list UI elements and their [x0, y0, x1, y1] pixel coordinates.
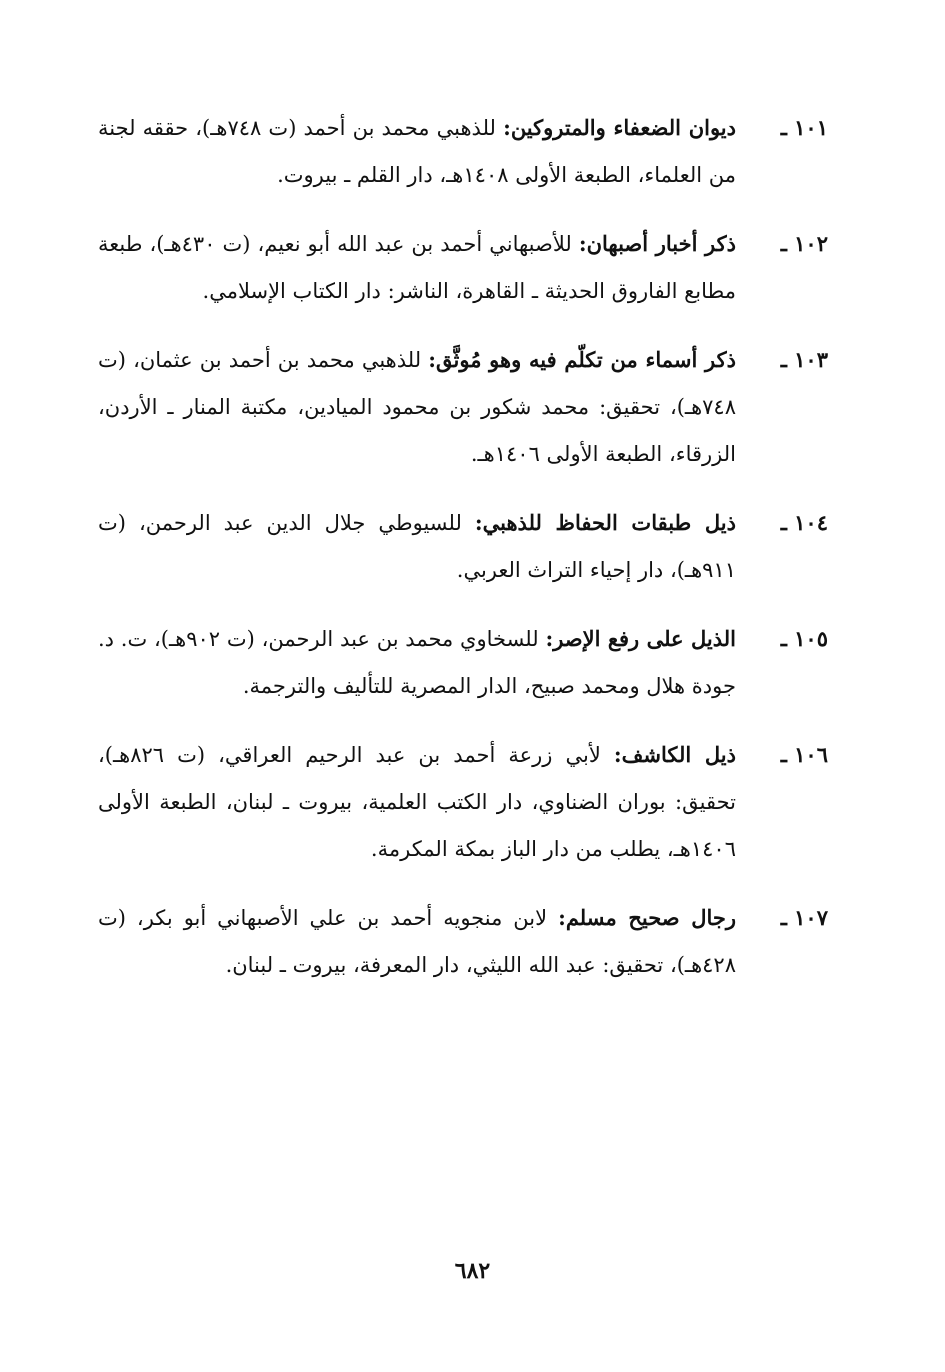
bibliography-entry-103 [98, 336, 828, 478]
bibliography-entry-105 [98, 615, 828, 710]
entry-title: رجال صحيح مسلم: [558, 905, 736, 930]
bibliography-list [98, 104, 828, 1010]
bibliography-entry-106 [98, 731, 828, 873]
bibliography-entry-102 [98, 220, 828, 315]
page-number: ٦٨٢ [454, 1258, 491, 1284]
bibliography-entry-107 [98, 894, 828, 989]
entry-number: ١٠١ ـ [780, 115, 828, 140]
entry-number: ١٠٣ ـ [780, 347, 828, 372]
entry-title: ذيل الكاشف: [613, 742, 736, 767]
entry-title: ديوان الضعفاء والمتروكين: [503, 115, 736, 140]
entry-number: ١٠٦ ـ [780, 742, 828, 767]
entry-number: ١٠٧ ـ [780, 905, 828, 930]
entry-number: ١٠٥ ـ [780, 626, 828, 651]
entry-text: للذهبي محمد بن أحمد بن عثمان، (ت ٧٤٨هـ)، تحقيق: محمد شكور بن محمود الميادين، مكتبة المنار ـ الأردن، الزرقاء، الطبعة الأولى ١٤٠٦هـ. [98, 348, 736, 466]
entry-text: لابن منجويه أحمد بن علي الأصبهاني أبو بكر، (ت ٤٢٨هـ)، تحقيق: عبد الله الليثي، دار المعرفة، بيروت ـ لبنان. [98, 906, 736, 977]
entry-title: ذيل طبقات الحفاظ للذهبي: [474, 510, 736, 535]
entry-text: للسخاوي محمد بن عبد الرحمن، (ت ٩٠٢هـ)، ت. د. جودة هلال ومحمد صبيح، الدار المصرية للتأليف والترجمة. [98, 627, 736, 698]
bibliography-entry-101 [98, 104, 828, 199]
entry-text: للسيوطي جلال الدين عبد الرحمن، (ت ٩١١هـ)، دار إحياء التراث العربي. [98, 511, 736, 582]
entry-number: ١٠٤ ـ [780, 510, 828, 535]
entry-text: للأصبهاني أحمد بن عبد الله أبو نعيم، (ت ٤٣٠هـ)، طبعة مطابع الفاروق الحديثة ـ القاهرة، الناشر: دار الكتاب الإسلامي. [98, 232, 736, 303]
entry-title: ذكر أخبار أصبهان: [578, 231, 736, 256]
entry-text: للذهبي محمد بن أحمد (ت ٧٤٨هـ)، حققه لجنة من العلماء، الطبعة الأولى ١٤٠٨هـ، دار القلم ـ بيروت. [98, 116, 736, 187]
entry-title: ذكر أسماء من تكلّم فيه وهو مُوثَّق: [428, 347, 736, 372]
entry-title: الذيل على رفع الإصر: [545, 626, 736, 651]
entry-text: لأبي زرعة أحمد بن عبد الرحيم العراقي، (ت ٨٢٦هـ)، تحقيق: بوران الضناوي، دار الكتب العلمية، بيروت ـ لبنان، الطبعة الأولى ١٤٠٦هـ، يطلب من دار الباز بمكة المكرمة. [98, 743, 736, 861]
entry-number: ١٠٢ ـ [780, 231, 828, 256]
bibliography-entry-104 [98, 499, 828, 594]
